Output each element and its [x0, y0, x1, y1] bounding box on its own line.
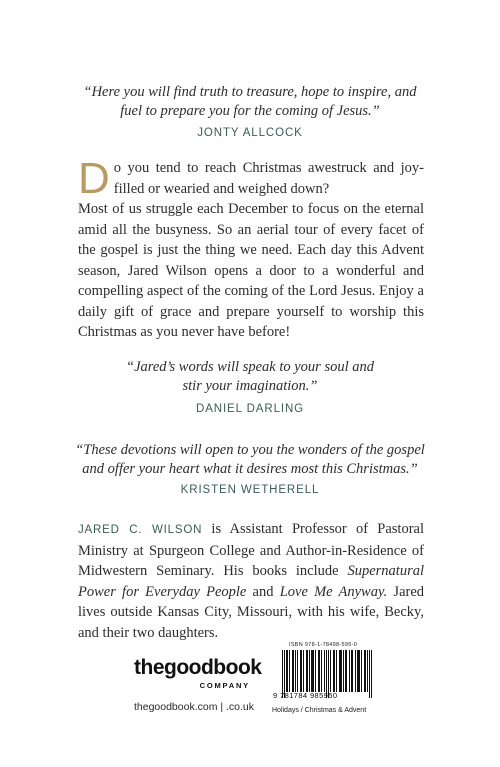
quote-2-line-2: stir your imagination.” — [182, 378, 318, 394]
author-name: JARED C. WILSON — [78, 524, 203, 536]
quote-3-line-2: and offer your heart what it desires most this Christmas.” — [82, 461, 418, 477]
bio-text-1: is Assistant Professor of Pastoral Ministry at Spurgeon College and Author-in-Residence of Midwestern Seminary. His books include — [78, 521, 424, 579]
endorsement-quote-1 — [0, 83, 500, 121]
barcode-number: 9 781784 985950 — [273, 691, 338, 700]
endorsement-quote-3 — [0, 441, 500, 479]
logo-wordmark: thegoodbook — [134, 656, 262, 679]
isbn-label: ISBN 978-1-78498-595-0 — [289, 642, 358, 648]
endorsement-quote-2 — [0, 358, 500, 396]
quote-2-line-1: “Jared’s words will speak to your soul and — [126, 359, 374, 375]
quote-2-author: DANIEL DARLING — [195, 403, 305, 415]
category-label: Holidays / Christmas & Advent — [272, 707, 367, 714]
blurb-paragraph-2: Most of us struggle each December to focus on the eternal amid all the busyness. So an aerial tour of every facet of the gospel is just the thing we need. Each day this Advent season, Jared Wilson opens a door to a wonderful and compelling aspect of the coming of the Lord Jesus. Enjoy a daily gift of grace and prepare yourself to worship this Christmas as you never have before! — [78, 201, 424, 340]
isbn-barcode — [273, 642, 393, 704]
blurb-paragraph-1: o you tend to reach Christmas awestruck and joy-filled or wearied and weighed down? — [113, 160, 424, 197]
publisher-logo — [134, 656, 262, 697]
quote-1-line-2: fuel to prepare you for the coming of Jesus.” — [120, 103, 380, 119]
author-bio — [78, 519, 424, 643]
book-title-2: Love Me Anyway. — [279, 583, 388, 600]
quote-1-line-1: “Here you will find truth to treasure, hope to inspire, and — [83, 84, 417, 100]
quote-1-author: JONTY ALLCOCK — [197, 127, 303, 139]
dropcap-letter: D — [78, 154, 110, 203]
blurb — [78, 154, 424, 343]
quote-3-line-1: “These devotions will open to you the wonders of the gospel — [75, 442, 425, 458]
bio-text-3: Jared lives outside Kansas City, Missouri, with his wife, Becky, and their two daughters. — [78, 583, 425, 641]
book-title-1: Supernatural Power for Everyday People — [78, 563, 424, 600]
bio-text-2: and — [246, 583, 280, 600]
logo-subtitle: COMPANY — [199, 681, 250, 690]
publisher-website: thegoodbook.com | .co.uk — [133, 701, 255, 713]
quote-3-author: KRISTEN WETHERELL — [180, 484, 320, 496]
